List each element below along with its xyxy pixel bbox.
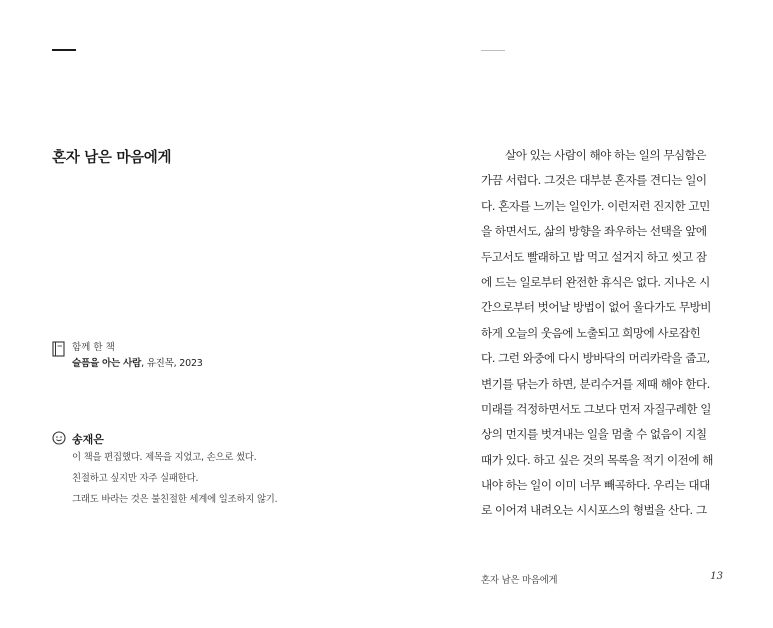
- running-footer-title: 혼자 남은 마음에게: [481, 575, 558, 586]
- body-line: 미래를 걱정하면서도 그보다 먼저 자질구레한 일: [481, 401, 711, 416]
- related-book-line: [72, 355, 203, 369]
- chapter-title: 혼자 남은 마음에게: [52, 150, 172, 166]
- editor-bio-line: 친절하고 싶지만 자주 실패한다.: [72, 473, 199, 484]
- body-line: 살아 있는 사람이 해야 하는 일의 무심함은: [505, 148, 707, 162]
- related-book-author-year: , 유진목, 2023: [141, 358, 203, 369]
- body-line: 다. 혼자를 느끼는 일인가. 이런저런 진지한 고민: [481, 198, 710, 213]
- body-line: 내야 하는 일이 이미 너무 빼곡하다. 우리는 대대: [481, 478, 710, 493]
- editor-bio-line: 그래도 바라는 것은 불친절한 세계에 일조하지 않기.: [72, 494, 278, 505]
- smiley-icon: [52, 431, 66, 445]
- body-line: 때가 있다. 하고 싶은 것의 목록을 적기 이전에 해: [481, 452, 713, 467]
- body-line: 로 이어져 내려오는 시시포스의 형벌을 산다. 그: [481, 503, 707, 518]
- body-line: 간으로부터 벗어날 방법이 없어 울다가도 무방비: [481, 300, 711, 315]
- body-line: 가끔 서럽다. 그것은 대부분 혼자를 견디는 일이: [481, 173, 707, 188]
- body-text: [481, 147, 723, 528]
- body-line: 다. 그런 와중에 다시 방바닥의 머리카락을 줍고,: [481, 351, 710, 366]
- body-line: 두고서도 빨래하고 밥 먹고 설거지 하고 씻고 잠: [481, 249, 707, 264]
- body-line: 변기를 닦는가 하면, 분리수거를 제때 해야 한다.: [481, 376, 710, 391]
- editor-name: 송재은: [72, 433, 104, 446]
- editor-bio: [72, 451, 277, 514]
- body-line: 상의 먼지를 벗겨내는 일을 멈출 수 없음이 지칠: [481, 427, 707, 442]
- page-number: 13: [710, 571, 723, 582]
- body-line: 에 드는 일로부터 완전한 휴식은 없다. 지나온 시: [481, 274, 710, 289]
- body-line: 을 하면서도, 삶의 방향을 좌우하는 선택을 앞에: [481, 224, 707, 239]
- right-page-rule: [481, 50, 505, 51]
- left-page-rule: [52, 49, 76, 51]
- related-book-title: 슬픔을 아는 사람: [72, 358, 142, 369]
- editor-bio-line: 이 책을 편집했다. 제목을 지었고, 손으로 썼다.: [72, 452, 257, 463]
- book-icon: [52, 341, 65, 357]
- related-book-label: 함께 한 책: [72, 342, 115, 353]
- body-line: 하게 오늘의 웃음에 노출되고 희망에 사로잡힌: [481, 325, 701, 340]
